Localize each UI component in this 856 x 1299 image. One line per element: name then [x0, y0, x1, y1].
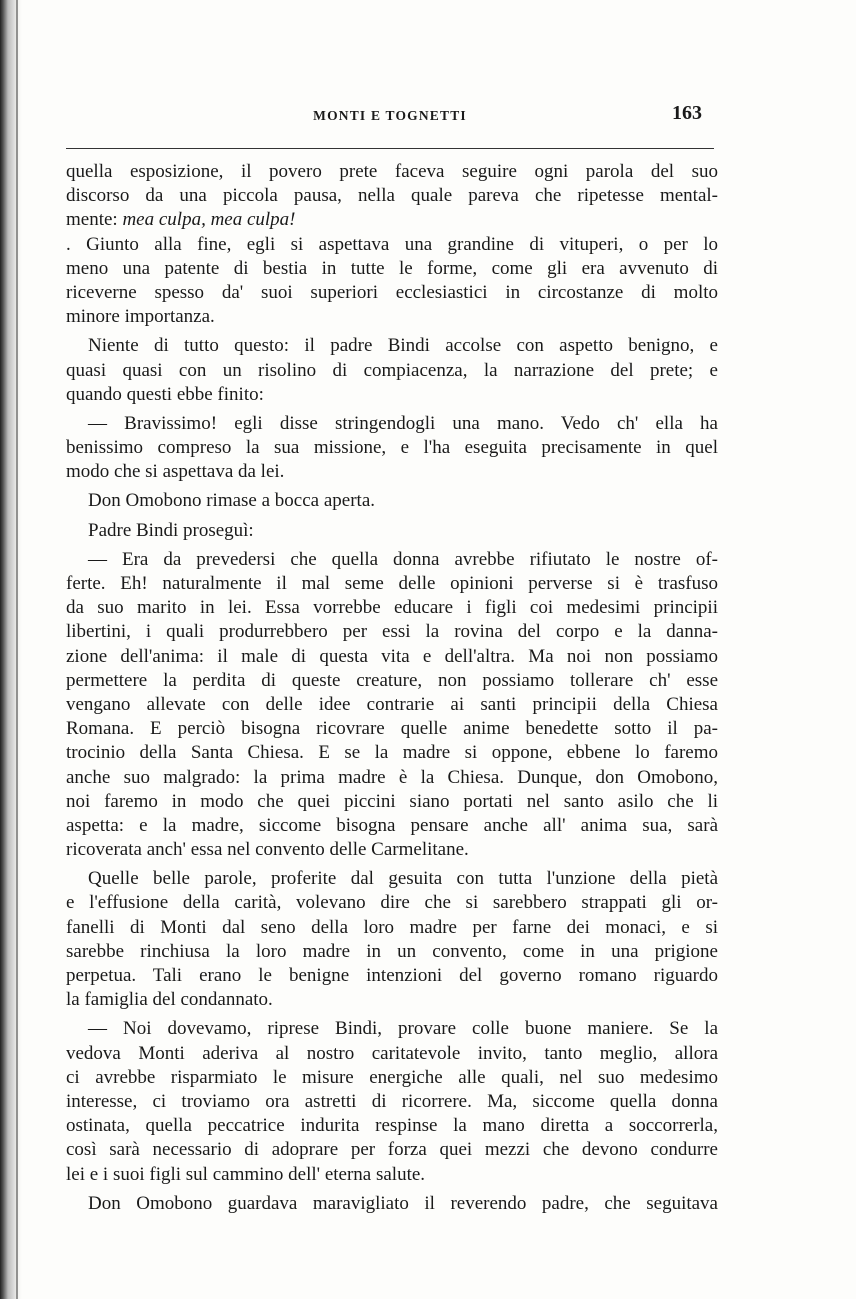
text-line: noi faremo in modo che quei piccini siano portati nel santo asilo che li — [66, 790, 718, 812]
text-line: Padre Bindi proseguì: — [88, 519, 254, 541]
text-line: fanelli di Monti dal seno della loro madre per farne dei monaci, e si — [66, 916, 718, 938]
page-header — [66, 100, 714, 130]
text-line: aspetta: e la madre, siccome bisogna pensare anche all' anima sua, sarà — [66, 814, 718, 836]
text-line: quasi quasi con un risolino di compiacenza, la narrazione del prete; e — [66, 359, 718, 381]
text-line: ricoverata anch' essa nel convento delle Carmelitane. — [66, 839, 469, 861]
text-line: da suo marito in lei. Essa vorrebbe educare i figli coi medesimi principii — [66, 597, 718, 619]
text-line: Romana. E perciò bisogna ricovrare quelle anime benedette sotto il pa- — [66, 718, 718, 740]
text-line: meno una patente di bestia in tutte le forme, come gli era avvenuto di — [66, 257, 718, 279]
text-line: — Bravissimo! egli disse stringendogli una mano. Vedo ch' ella ha — [88, 412, 718, 434]
text-line: anche suo malgrado: la prima madre è la Chiesa. Dunque, don Omobono, — [66, 766, 718, 788]
page-number: 163 — [672, 102, 702, 124]
text-line: quella esposizione, il povero prete faceva seguire ogni parola del suo — [66, 161, 718, 182]
binding-edge-line — [16, 0, 18, 1299]
text-line: — Era da prevedersi che quella donna avrebbe rifiutato le nostre of- — [88, 548, 718, 570]
text-line: vedova Monti aderiva al nostro caritatevole invito, tanto meglio, allora — [66, 1042, 718, 1064]
latin-phrase: mea culpa, mea culpa! — [122, 209, 296, 231]
body-text — [66, 160, 718, 1216]
text-line: la famiglia del condannato. — [66, 989, 273, 1011]
text-line: quando questi ebbe finito: — [66, 383, 264, 405]
text-line: ci avrebbe risparmiato le misure energiche alle quali, nel suo medesimo — [66, 1066, 718, 1088]
text-line: lei e i suoi figli sul cammino dell' eterna salute. — [66, 1163, 426, 1185]
text-line: Don Omobono guardava maravigliato il reverendo padre, che seguitava — [88, 1192, 718, 1214]
text-line: vengano allevate con delle idee contrarie ai santi principii della Chiesa — [66, 693, 718, 715]
text-line: Don Omobono rimase a bocca aperta. — [88, 490, 376, 512]
text-line: trocinio della Santa Chiesa. E se la madre si oppone, ebbene lo faremo — [66, 742, 718, 764]
text-line: e l'effusione della carità, volevano dire che si sarebbero strappati gli or- — [66, 892, 718, 914]
text-line: . Giunto alla fine, egli si aspettava una grandine di vituperi, o per lo — [66, 233, 718, 255]
text-line: Quelle belle parole, proferite dal gesuita con tutta l'unzione della pietà — [88, 868, 718, 890]
text-line: benissimo compreso la sua missione, e l'ha eseguita precisamente in quel — [66, 437, 718, 459]
text-line: discorso da una piccola pausa, nella quale pareva che ripetesse mental- — [66, 185, 718, 207]
text-line: minore importanza. — [66, 306, 215, 328]
text-line: mente: mea culpa, mea culpa! — [66, 209, 296, 231]
text-line: libertini, i quali produrrebbero per essi la rovina del corpo e la danna- — [66, 621, 718, 643]
running-title: MONTI E TOGNETTI — [313, 108, 467, 123]
text-line: zione dell'anima: il male di questa vita e dell'altra. Ma noi non possiamo — [66, 645, 718, 667]
text-line: così sarà necessario di adoprare per forza quei mezzi che devono condurre — [66, 1139, 718, 1161]
text-line: interesse, ci troviamo ora astretti di ricorrere. Ma, siccome quella donna — [66, 1090, 718, 1112]
text-line: perpetua. Tali erano le benigne intenzioni del governo romano riguardo — [66, 965, 718, 986]
binding-shadow — [0, 0, 22, 1299]
text-line: riceverne spesso da' suoi superiori ecclesiastici in circostanze di molto — [66, 281, 718, 303]
text-line: modo che si aspettava da lei. — [66, 461, 285, 483]
header-rule — [66, 148, 714, 149]
text-line: ferte. Eh! naturalmente il mal seme delle opinioni perverse si è trasfuso — [66, 573, 718, 594]
text-line: Niente di tutto questo: il padre Bindi accolse con aspetto benigno, e — [88, 335, 718, 357]
text-line: sarebbe rinchiusa la loro madre in un convento, come in una prigione — [66, 940, 718, 962]
text-line: permettere la perdita di queste creature, non possiamo tollerare ch' esse — [66, 669, 718, 691]
text-line: — Noi dovevamo, riprese Bindi, provare colle buone maniere. Se la — [88, 1018, 718, 1040]
text-line: ostinata, quella peccatrice indurita respinse la mano diretta a soccorrerla, — [66, 1115, 718, 1137]
